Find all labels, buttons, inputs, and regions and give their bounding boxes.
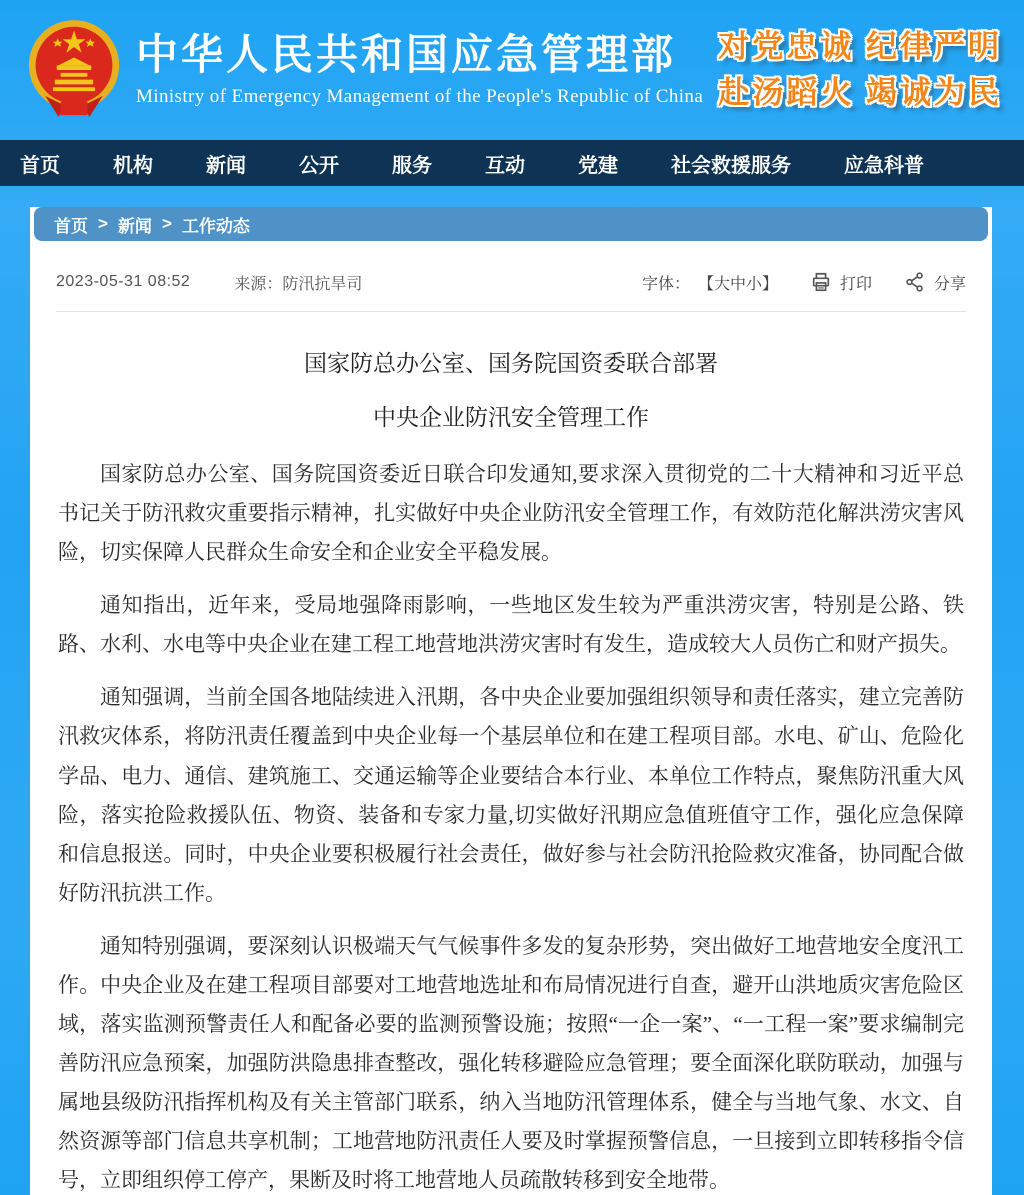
printer-icon bbox=[810, 271, 832, 293]
breadcrumb bbox=[34, 207, 988, 241]
breadcrumb-separator: > bbox=[98, 214, 108, 233]
meta-tools bbox=[642, 271, 966, 294]
share-label: 分享 bbox=[933, 275, 966, 293]
main-nav bbox=[0, 140, 1024, 186]
nav-item-news[interactable]: 新闻 bbox=[206, 154, 246, 177]
nav-item-org[interactable]: 机构 bbox=[113, 154, 153, 177]
slogan-line-1: 对党忠诚 纪律严明 bbox=[718, 29, 1002, 64]
meta-divider bbox=[56, 311, 966, 312]
slogan-banner bbox=[718, 24, 1010, 116]
article-paragraph: 国家防总办公室、国务院国资委近日联合印发通知,要求深入贯彻党的二十大精神和习近平总书记关于防汛救灾重要指示精神，扎实做好中央企业防汛安全管理工作，有效防范化解洪涝灾害风险，切实保障人民群众生命安全和企业安全平稳发展。 bbox=[58, 462, 964, 565]
article-title-line-1: 国家防总办公室、国务院国资委联合部署 bbox=[304, 351, 718, 376]
font-size-label: 字体： bbox=[641, 275, 690, 293]
national-emblem-icon bbox=[26, 17, 122, 123]
article-paragraph: 通知指出，近年来，受局地强降雨影响，一些地区发生较为严重洪涝灾害，特别是公路、铁路、水利、水电等中央企业在建工程工地营地洪涝灾害时有发生，造成较大人员伤亡和财产损失。 bbox=[58, 593, 964, 657]
article-paragraph: 通知强调，当前全国各地陆续进入汛期，各中央企业要加强组织领导和责任落实，建立完善防汛救灾体系，将防汛责任覆盖到中央企业每一个基层单位和在建工程项目部。水电、矿山、危险化学品、电力、通信、建筑施工、交通运输等企业要结合本行业、本单位工作特点，聚焦防汛重大风险，落实抢险救援队伍、物资、装备和专家力量,切实做好汛期应急值班值守工作，强化应急保障和信息报送。同时，中央企业要积极履行社会责任，做好参与社会防汛抢险救灾准备，协同配合做好防汛抗洪工作。 bbox=[58, 685, 964, 905]
site-subtitle: Ministry of Emergency Management of the People's Republic of China bbox=[136, 86, 704, 108]
breadcrumb-work-updates[interactable]: 工作动态 bbox=[181, 216, 250, 236]
nav-item-service[interactable]: 服务 bbox=[392, 154, 432, 177]
share-icon bbox=[904, 271, 926, 293]
breadcrumb-home[interactable]: 首页 bbox=[54, 216, 88, 236]
article-meta-row bbox=[30, 253, 992, 311]
site-header bbox=[0, 0, 1024, 140]
breadcrumb-news[interactable]: 新闻 bbox=[117, 216, 152, 236]
nav-item-home[interactable]: 首页 bbox=[20, 154, 60, 177]
nav-item-open[interactable]: 公开 bbox=[299, 154, 339, 177]
print-button[interactable] bbox=[810, 271, 872, 294]
nav-item-social-rescue[interactable]: 社会救援服务 bbox=[671, 154, 791, 177]
article-title bbox=[30, 350, 992, 431]
content-panel bbox=[30, 207, 992, 1195]
article-body bbox=[30, 431, 992, 1195]
article-title-line-2: 中央企业防汛安全管理工作 bbox=[373, 404, 649, 430]
print-label: 打印 bbox=[839, 275, 872, 293]
source-label: 来源：防汛抗旱司 bbox=[234, 275, 363, 293]
slogan-line-2: 赴汤蹈火 竭诚为民 bbox=[718, 75, 1002, 110]
nav-item-science[interactable]: 应急科普 bbox=[844, 154, 924, 177]
header-titles bbox=[136, 32, 703, 108]
article-paragraph: 通知特别强调，要深刻认识极端天气气候事件多发的复杂形势，突出做好工地营地安全度汛工作。中央企业及在建工程项目部要对工地营地选址和布局情况进行自查，避开山洪地质灾害危险区域，落实监测预警责任人和配备必要的监测预警设施；按照“一企一案”、“一工程一案”要求编制完善防汛应急预案，加强防洪隐患排查整改，强化转移避险应急管理；要全面深化联防联动，加强与属地县级防汛指挥机构及有关主管部门联系，纳入当地防汛管理体系，健全与当地气象、水文、自然资源等部门信息共享机制；工地营地防汛责任人要及时掌握预警信息，一旦接到立即转移指令信号，立即组织停工停产，果断及时将工地营地人员疏散转移到安全地带。 bbox=[58, 933, 964, 1192]
nav-item-party[interactable]: 党建 bbox=[578, 154, 618, 177]
nav-item-interact[interactable]: 互动 bbox=[485, 154, 525, 177]
share-button[interactable] bbox=[904, 271, 966, 294]
site-title: 中华人民共和国应急管理部 bbox=[136, 30, 677, 78]
breadcrumb-separator: > bbox=[161, 214, 172, 233]
font-size-options[interactable]: 【大中小】 bbox=[697, 275, 778, 293]
publish-date: 2023-05-31 08:52 bbox=[56, 273, 191, 290]
font-size-control[interactable] bbox=[642, 271, 778, 294]
